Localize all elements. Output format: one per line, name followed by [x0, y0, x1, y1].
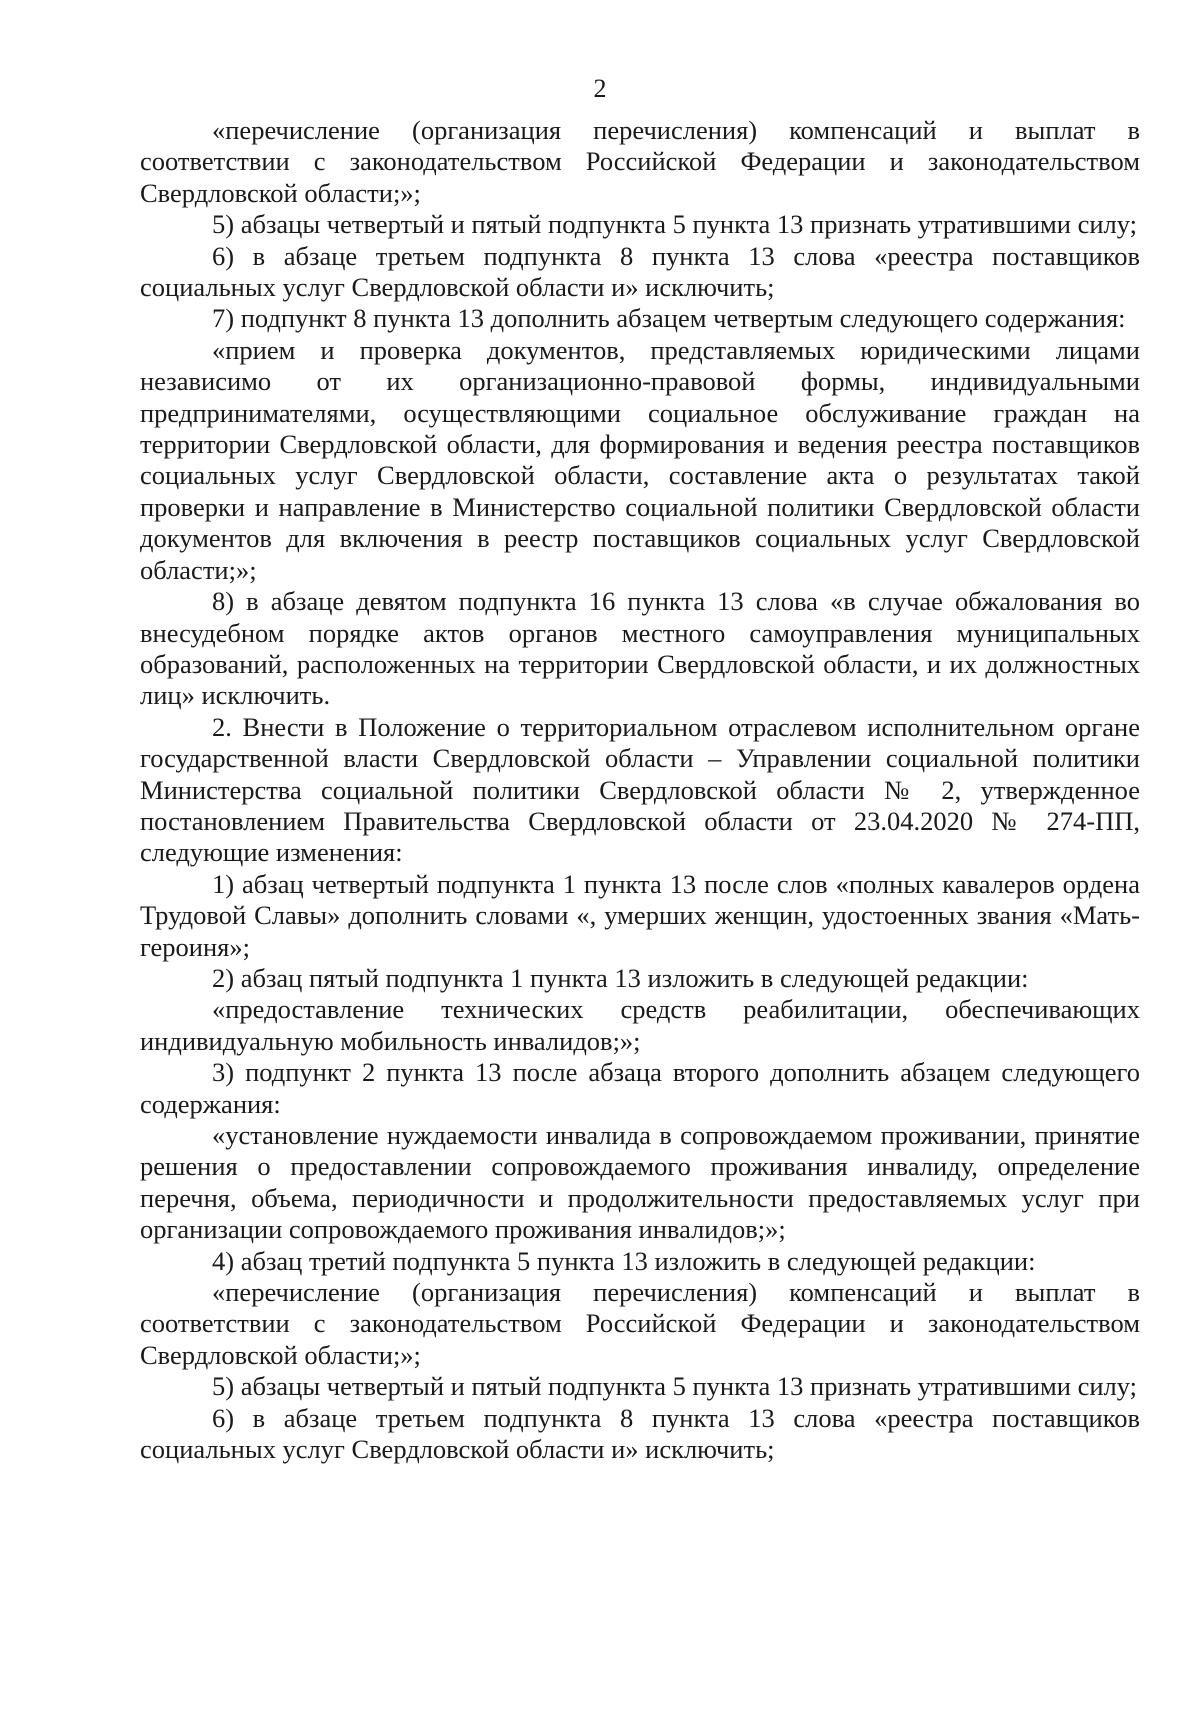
paragraph: 4) абзац третий подпункта 5 пункта 13 изложить в следующей редакции:: [212, 1245, 1036, 1276]
document-body: [140, 115, 1140, 1465]
paragraph: «предоставление технических средств реабилитации, обеспечивающих индивидуальную мобильность инвалидов;»;: [140, 994, 1140, 1056]
paragraph: «перечисление (организация перечисления) компенсаций и выплат в соответствии с законодательством Российской Федерации и законодательством Свердловской области;»;: [140, 115, 1140, 208]
paragraph: 8) в абзаце девятом подпункта 16 пункта 13 слова «в случае обжалования во внесудебном порядке актов органов местного самоуправления муниципальных образований, расположенных на территории Свердловской области, и их должностных лиц» исключить.: [140, 586, 1140, 711]
paragraph: 1) абзац четвертый подпункта 1 пункта 13 после слов «полных кавалеров ордена Трудовой Славы» дополнить словами «, умерших женщин, удостоенных звания «Мать-героиня»;: [140, 868, 1140, 962]
paragraph: 2. Внести в Положение о территориальном отраслевом исполнительном органе государственной власти Свердловской области – Управлении социальной политики Министерства социальной политики Свердловской области № 2, утвержденное постановлением Правительства Свердловской области от 23.04.2020 № 274-ПП, следующие изменения:: [140, 711, 1140, 868]
paragraph: 6) в абзаце третьем подпункта 8 пункта 13 слова «реестра поставщиков социальных услуг Свердловской области и» исключить;: [140, 1402, 1140, 1465]
page-number: 2: [593, 74, 607, 103]
paragraph: 5) абзацы четвертый и пятый подпункта 5 пункта 13 признать утратившими силу;: [212, 1371, 1138, 1402]
paragraph: «установление нуждаемости инвалида в сопровождаемом проживании, принятие решения о предоставлении сопровождаемого проживания инвалиду, определение перечня, объема, периодичности и продолжительности предоставляемых услуг при организации сопровождаемого проживания инвалидов;»;: [140, 1120, 1140, 1245]
paragraph: 3) подпункт 2 пункта 13 после абзаца второго дополнить абзацем следующего содержания:: [140, 1057, 1140, 1119]
paragraph: 6) в абзаце третьем подпункта 8 пункта 13 слова «реестра поставщиков социальных услуг Свердловской области и» исключить;: [140, 240, 1140, 303]
paragraph: «прием и проверка документов, представляемых юридическими лицами независимо от их организационно-правовой формы, индивидуальными предпринимателями, осуществляющими социальное обслуживание граждан на территории Свердловской области, для формирования и ведения реестра поставщиков социальных услуг Свердловской области, составление акта о результатах такой проверки и направление в Министерство социальной политики Свердловской области документов для включения в реестр поставщиков социальных услуг Свердловской области;»;: [140, 334, 1140, 585]
paragraph: 2) абзац пятый подпункта 1 пункта 13 изложить в следующей редакции:: [212, 962, 1029, 993]
paragraph: 7) подпункт 8 пункта 13 дополнить абзацем четвертым следующего содержания:: [212, 303, 1126, 334]
paragraph: «перечисление (организация перечисления) компенсаций и выплат в соответствии с законодательством Российской Федерации и законодательством Свердловской области;»;: [140, 1277, 1140, 1370]
paragraph: 5) абзацы четвертый и пятый подпункта 5 пункта 13 признать утратившими силу;: [212, 209, 1138, 240]
